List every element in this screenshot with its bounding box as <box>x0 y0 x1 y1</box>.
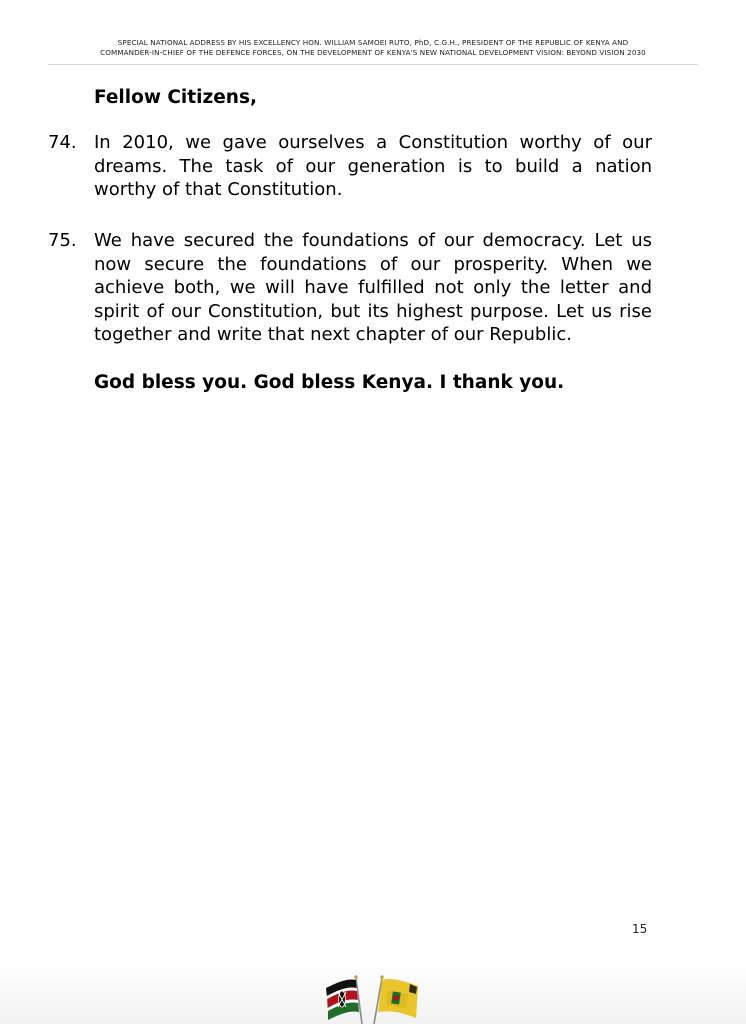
closing-remarks: God bless you. God bless Kenya. I thank you. <box>94 372 565 393</box>
salutation: Fellow Citizens, <box>94 87 257 108</box>
document-header <box>60 38 686 58</box>
header-divider <box>48 64 698 65</box>
paragraph-number: 74. <box>48 132 77 153</box>
paragraph-74 <box>48 131 652 202</box>
kenya-and-presidential-flags-icon <box>322 972 422 1024</box>
paragraph-text: In 2010, we gave ourselves a Constitution worthy of our dreams. The task of our generation is to build a nation worthy of that Constitution. <box>94 132 652 200</box>
header-line-1: SPECIAL NATIONAL ADDRESS BY HIS EXCELLENCY HON. WILLIAM SAMOEI RUTO, PhD, C.G.H., PRESIDENT OF THE REPUBLIC OF KENYA AND <box>117 38 629 47</box>
paragraph-text: We have secured the foundations of our democracy. Let us now secure the foundations of our prosperity. When we achieve both, we will have fulfilled not only the letter and spirit of our Constitution, but its highest purpose. Let us rise together and write that next chapter of our Republic. <box>94 230 652 345</box>
paragraph-75 <box>48 229 652 347</box>
paragraph-number: 75. <box>48 230 77 251</box>
header-line-2: COMMANDER-IN-CHIEF OF THE DEFENCE FORCES, ON THE DEVELOPMENT OF KENYA'S NEW NATIONAL DEVELOPMENT VISION: BEYOND VISION 2030 <box>100 48 646 57</box>
page-number: 15 <box>632 922 648 936</box>
